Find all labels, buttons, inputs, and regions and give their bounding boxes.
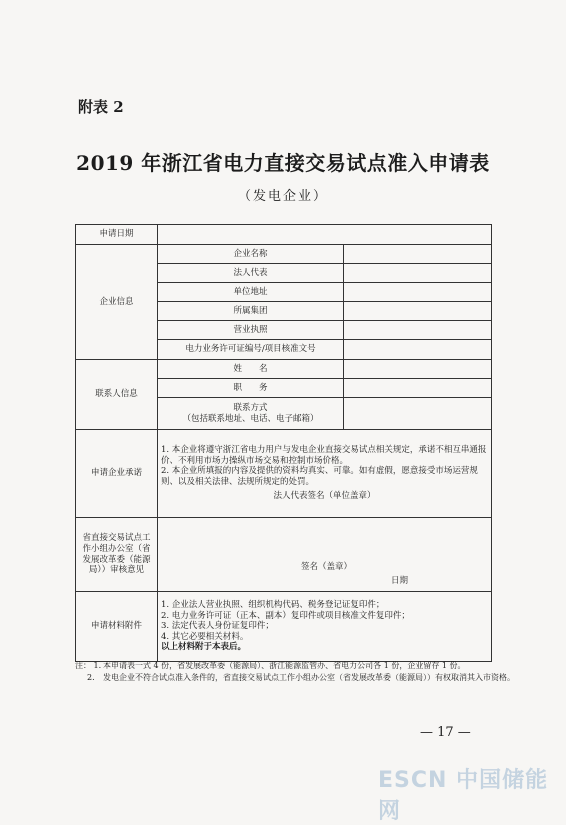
footnotes <box>75 660 515 683</box>
review-content[interactable] <box>158 518 492 592</box>
application-date-value[interactable] <box>158 225 492 245</box>
company-name-value[interactable] <box>344 245 492 264</box>
row-attachments <box>76 592 492 662</box>
document-subtitle: （发电企业） <box>237 189 328 204</box>
footnote-number: 2. <box>87 672 95 682</box>
row-contact-name <box>76 360 492 379</box>
company-field-label: 企业名称 <box>158 245 344 264</box>
company-field-label: 所属集团 <box>158 302 344 321</box>
contact-method-note: （包括联系地址、电话、电子邮箱） <box>182 413 319 424</box>
contact-position-value[interactable] <box>344 379 492 398</box>
contact-name-value[interactable] <box>344 360 492 379</box>
footnote-prefix: 注： 1. <box>75 661 102 670</box>
attachment-label: 附表 2 <box>78 98 124 116</box>
commitment-item: 2. 本企业所填报的内容及提供的资料均真实、可靠。如有虚假，愿意接受市场运营规则、以及相关法律、法规所规定的处罚。 <box>161 466 478 487</box>
contact-method-title: 联系方式 <box>233 402 268 413</box>
attachments-footer: 以上材料附于本表后。 <box>161 642 247 653</box>
address-value[interactable] <box>344 283 492 302</box>
page-number: — 17 — <box>420 725 471 740</box>
review-date-label: 日期 <box>390 576 408 587</box>
contact-position-label: 职 务 <box>158 379 344 398</box>
footnote-text: 发电企业不符合试点准入条件的，省直接交易试点工作小组办公室（省发展改革委（能源局））有权取消其入市资格。 <box>103 672 515 682</box>
review-signature-label: 签名（盖章） <box>301 561 353 572</box>
footnote-text: 本申请表一式 4 份，省发展改革委（能源局）、浙江能源监管办、省电力公司各 1 份，企业留存 1 份。 <box>103 661 466 670</box>
row-company-name <box>76 245 492 264</box>
attachments-content <box>158 592 492 662</box>
company-info-label: 企业信息 <box>76 245 158 360</box>
legal-rep-value[interactable] <box>344 264 492 283</box>
commitment-item: 1. 本企业将遵守浙江省电力用户与发电企业直接交易试点相关规定，承诺不相互串通报价、不利用市场力操纵市场交易和控制市场价格。 <box>161 444 487 466</box>
commitment-content <box>158 430 492 518</box>
row-commitment <box>76 430 492 518</box>
attachment-item: 4. 其它必要相关材料。 <box>161 631 249 642</box>
attachment-item: 3. 法定代表人身份证复印件； <box>161 621 274 632</box>
contact-name-label: 姓 名 <box>158 360 344 379</box>
company-field-label: 法人代表 <box>158 264 344 283</box>
footnote-item <box>75 660 515 672</box>
row-review <box>76 518 492 592</box>
contact-method-value[interactable] <box>344 398 492 430</box>
group-value[interactable] <box>344 302 492 321</box>
document-title: 2019 年浙江省电力直接交易试点准入申请表 <box>76 151 490 175</box>
review-label: 省直接交易试点工作小组办公室（省发展改革委（能源局））审核意见 <box>76 518 158 592</box>
footnote-item <box>75 672 515 684</box>
business-license-value[interactable] <box>344 321 492 340</box>
company-field-label: 单位地址 <box>158 283 344 302</box>
application-form-table <box>75 224 492 662</box>
contact-info-label: 联系人信息 <box>76 360 158 430</box>
watermark-logo: ESCN 中国储能网 <box>378 768 549 824</box>
row-application-date <box>76 225 492 245</box>
company-field-label: 营业执照 <box>158 321 344 340</box>
power-license-value[interactable] <box>344 340 492 360</box>
attachments-label: 申请材料附件 <box>76 592 158 662</box>
attachment-item: 2. 电力业务许可证（正本、副本）复印件或项目核准文件复印件； <box>161 610 410 621</box>
contact-method-label <box>158 398 344 430</box>
commitment-label: 申请企业承诺 <box>76 430 158 518</box>
attachment-item: 1. 企业法人营业执照、组织机构代码、税务登记证复印件； <box>161 599 385 610</box>
application-date-label: 申请日期 <box>76 225 158 245</box>
company-field-label: 电力业务许可证编号/项目核准文号 <box>158 340 344 360</box>
legal-signature-line: 法人代表签名（单位盖章） <box>273 491 376 502</box>
